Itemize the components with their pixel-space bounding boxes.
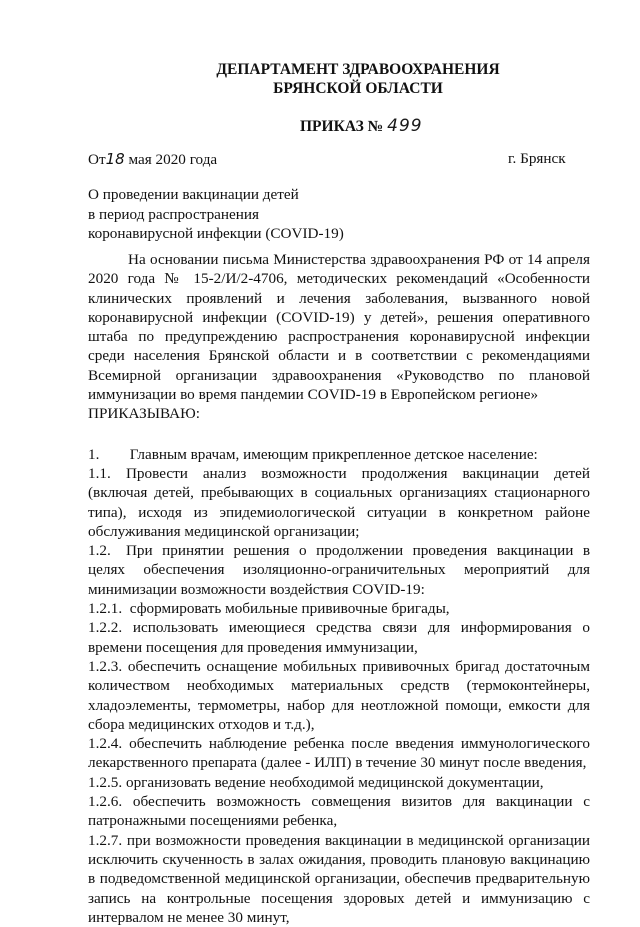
list-item: 1.2.4. обеспечить наблюдение ребенка после введения иммунологического лекарственного препарата (далее - ИЛП) в течение 30 минут после введения, [88,735,590,772]
department-line-1: ДЕПАРТАМЕНТ ЗДРАВООХРАНЕНИЯ [216,61,500,78]
subject-line: в период распространения [88,205,260,223]
list-item: 1.2. При принятии решения о продолжении проведения вакцинации в целях обеспечения изоляционно-ограничительных мероприятий для минимизации возможности воздействия COVID-19: [88,542,590,598]
document-body [88,250,590,927]
order-label: ПРИКАЗ № [300,118,384,135]
list-item: 1.2.3. обеспечить оснащение мобильных прививочных бригад достаточным количеством необходимых материальных средств (термоконтейнеры, хладоэлементы, термометры, набор для неотложной помощи, емкости для сбора медицинских отходов и т.д.), [88,657,590,733]
spacer [88,424,590,445]
subject-line: коронавирусной инфекции (COVID-19) [88,225,344,242]
department-line-2: БРЯНСКОЙ ОБЛАСТИ [273,80,443,97]
list-item: 1.2.1. сформировать мобильные прививочные бригады, [88,600,450,618]
preamble-paragraph: На основании письма Министерства здравоохранения РФ от 14 апреля 2020 года № 15-2/И/2-4706, методических рекомендаций «Особенности клинических проявлений и лечения заболевания, вызванного новой коронавирусной инфекции (COVID-19) у детей», решения оперативного штаба по предупреждению распространения коронавирусной инфекции среди населения Брянской области и в соответствии с рекомендациями Всемирной организации здравоохранения «Руководство по плановой иммунизации во время пандемии COVID-19 в Европейском регионе» [88,251,590,404]
date-prefix: От [88,151,106,168]
list-item: 1.2.7. при возможности проведения вакцинации в медицинской организации исключить скученность в залах ожидания, проводить плановую вакцинацию в подведомственной медицинской организации, обеспечив предварительную запись на контрольные посещения здоровых детей и иммунизацию с интервалом не менее 30 минут, [88,831,590,926]
list-item: 1. Главным врачам, имеющим прикрепленное детское население: [88,445,538,463]
date-day-handwritten: 18 [105,150,125,168]
list-item: 1.2.5. организовать ведение необходимой медицинской документации, [88,773,544,791]
city: г. Брянск [508,150,566,167]
department-heading [0,60,640,98]
subject-block [88,185,344,244]
order-number-handwritten: 499 [387,116,423,136]
order-title [300,116,423,136]
subject-line: О проведении вакцинации детей [88,186,299,203]
list-item: 1.1. Провести анализ возможности продолжения вакцинации детей (включая детей, пребывающих в социальных организациях стационарного типа), исходя из эпидемиологической ситуации в конкретном районе обслуживания медицинской организации; [88,464,590,540]
date-line [88,150,217,169]
date-rest: мая 2020 года [128,151,218,168]
list-item: 1.2.2. использовать имеющиеся средства связи для информирования о времени посещения для проведения иммунизации, [88,619,590,656]
command-word: ПРИКАЗЫВАЮ: [88,405,200,423]
list-item: 1.2.6. обеспечить возможность совмещения визитов для вакцинации с патронажными посещениями ребенка, [88,793,590,830]
